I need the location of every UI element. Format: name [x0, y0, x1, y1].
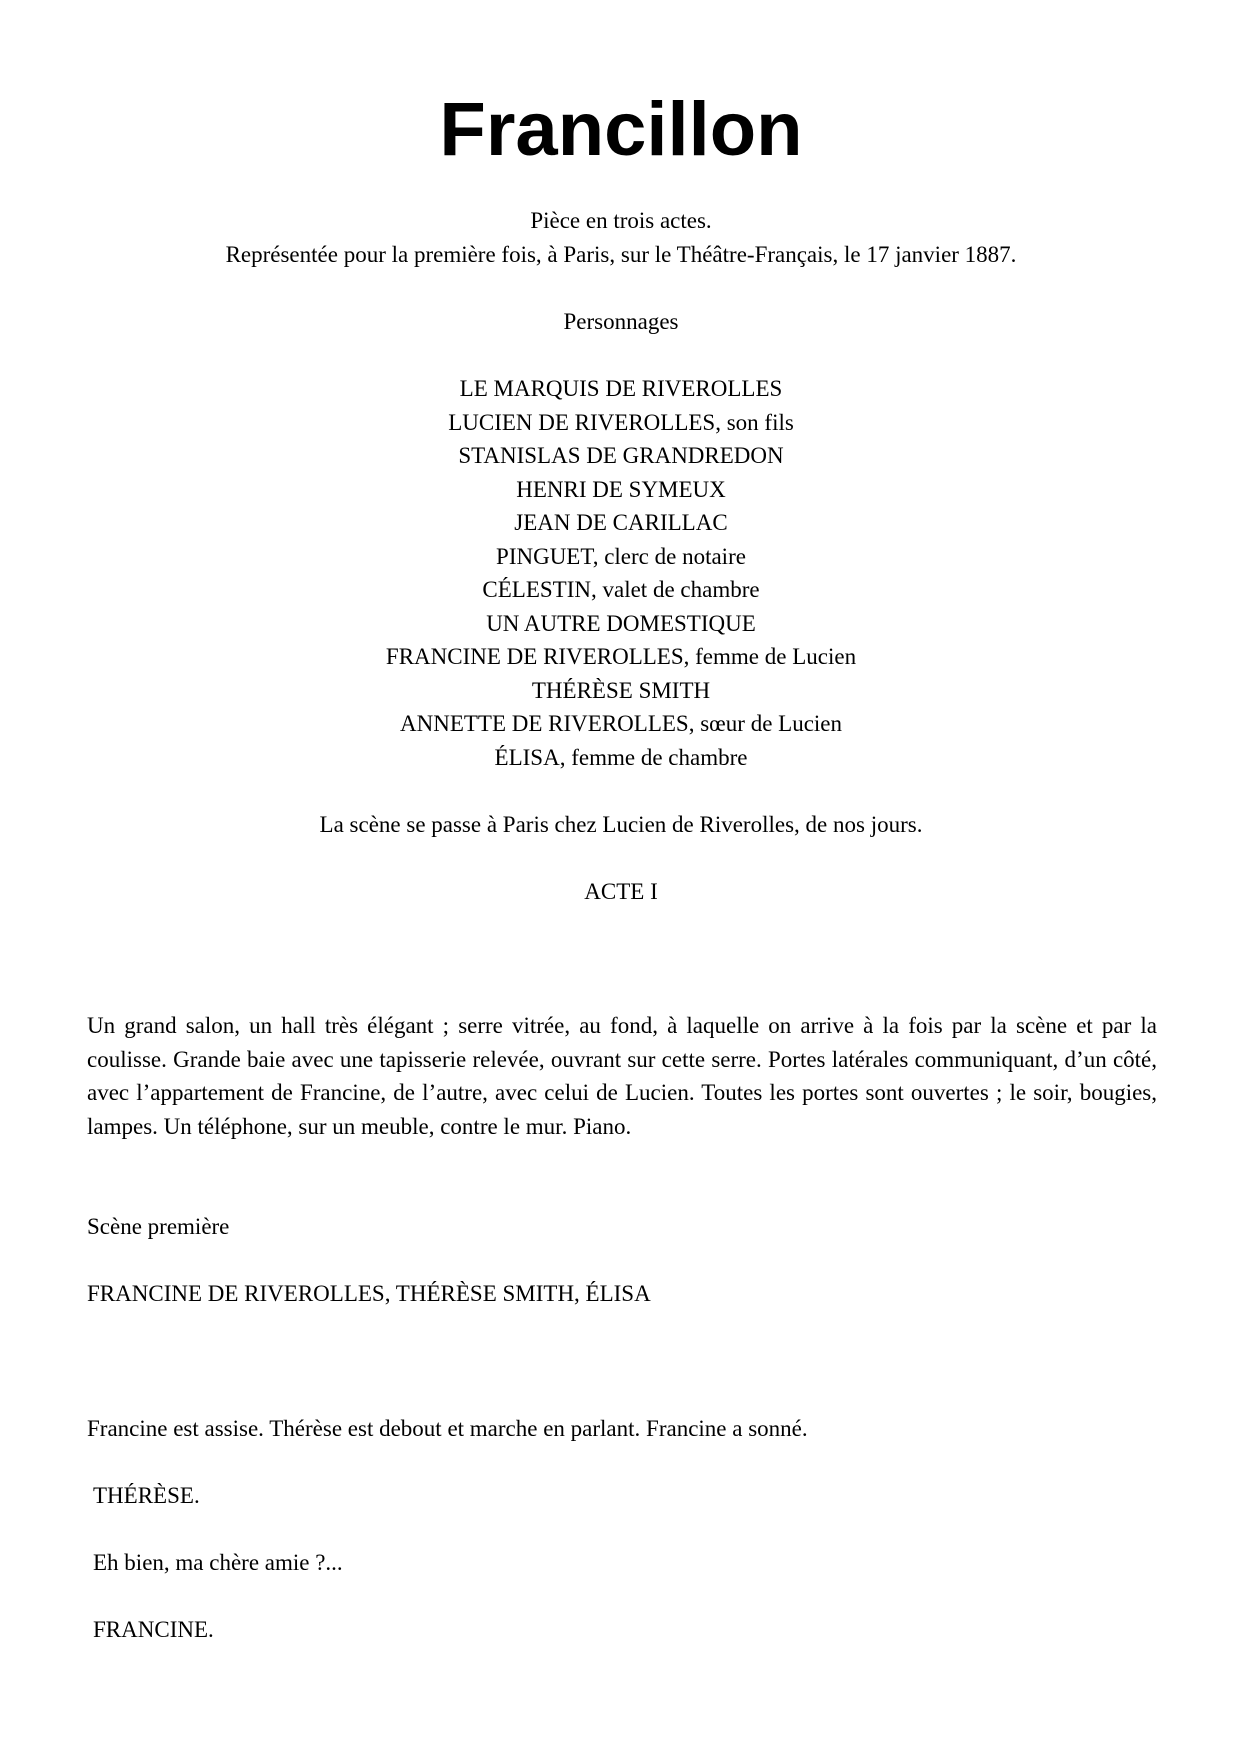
scene-title: Scène première — [87, 1214, 230, 1239]
subtitle-line: Pièce en trois actes. — [530, 208, 712, 233]
speaker-name: FRANCINE. — [93, 1617, 214, 1642]
subtitle-line: Représentée pour la première fois, à Paris, sur le Théâtre-Français, le 17 janvier 1887. — [225, 241, 1017, 267]
cast-list — [0, 372, 1242, 774]
speech-line: Eh bien, ma chère amie ?... — [93, 1550, 343, 1575]
cast-item: FRANCINE DE RIVEROLLES, femme de Lucien — [385, 644, 857, 669]
cast-item: THÉRÈSE SMITH — [531, 677, 711, 703]
cast-item: PINGUET, clerc de notaire — [496, 543, 746, 569]
stage-direction: Un grand salon, un hall très élégant ; serre vitrée, au fond, à laquelle on arrive à la fois par la scène et par la coulisse. Grande baie avec une tapisserie relevée, ouvrant sur cette serre. Portes latérales communiquant, d’un côté, avec l’appartement de Francine, de l’autre, avec celui de Lucien. Toutes les portes sont ouvertes ; le soir, bougies, lampes. Un téléphone, sur un meuble, contre le mur. Piano. — [87, 1013, 1157, 1139]
personnages-heading: Personnages — [563, 309, 679, 334]
cast-item: LE MARQUIS DE RIVEROLLES — [459, 376, 783, 401]
cast-item: HENRI DE SYMEUX — [516, 476, 726, 502]
cast-item: UN AUTRE DOMESTIQUE — [486, 610, 756, 636]
act-heading: ACTE I — [584, 879, 658, 904]
page-title: Francillon — [439, 87, 803, 172]
cast-item: LUCIEN DE RIVEROLLES, son fils — [448, 409, 794, 435]
subtitle-block — [0, 204, 1242, 271]
cast-item: JEAN DE CARILLAC — [514, 510, 728, 535]
cast-item: ANNETTE DE RIVEROLLES, sœur de Lucien — [399, 711, 843, 736]
setting-line: La scène se passe à Paris chez Lucien de Riverolles, de nos jours. — [319, 812, 923, 837]
cast-item: STANISLAS DE GRANDREDON — [458, 443, 784, 468]
cast-item: ÉLISA, femme de chambre — [494, 744, 748, 770]
speaker-name: THÉRÈSE. — [93, 1483, 200, 1508]
cast-item: CÉLESTIN, valet de chambre — [482, 577, 760, 602]
scene-characters: FRANCINE DE RIVEROLLES, THÉRÈSE SMITH, ÉLISA — [87, 1281, 651, 1306]
stage-direction-secondary: Francine est assise. Thérèse est debout et marche en parlant. Francine a sonné. — [87, 1416, 808, 1441]
